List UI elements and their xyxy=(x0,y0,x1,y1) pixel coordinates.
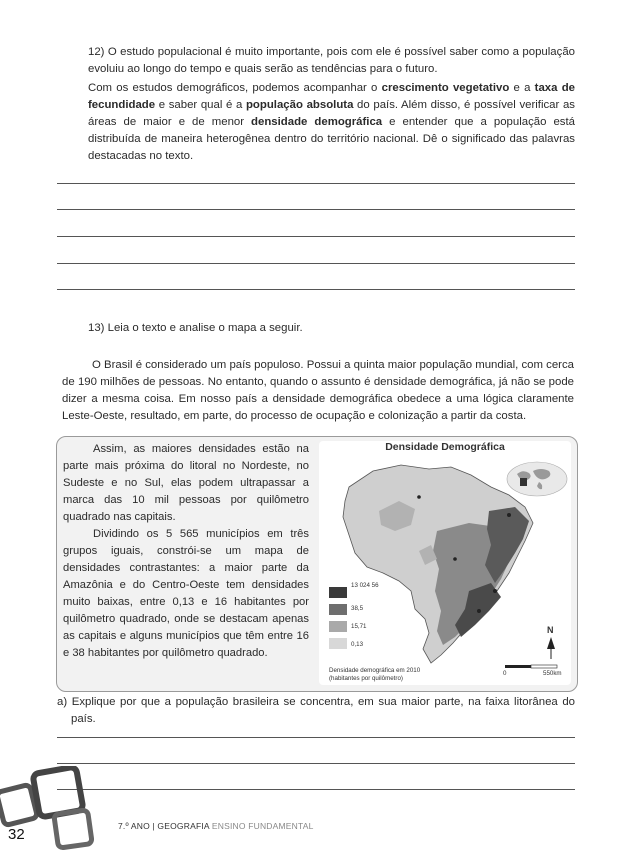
map-caption-line-2: (habitantes por quilômetro) xyxy=(329,675,403,682)
answer-line[interactable] xyxy=(57,763,575,764)
legend-value-2: 38,5 xyxy=(351,605,364,612)
term-populacao-absoluta: população absoluta xyxy=(245,99,354,111)
q13-question-a: a) Explique por que a população brasileira se concentra, em sua maior parte, na faixa litorânea do país. xyxy=(57,696,575,725)
answer-line[interactable] xyxy=(57,789,575,790)
footer-grade: 7.º ANO | GEOGRAFIA xyxy=(118,821,210,831)
term-taxa-de-fecundidade: taxa de fecundidade xyxy=(88,82,575,111)
q12-text: e saber qual é a xyxy=(155,99,246,111)
answer-line[interactable] xyxy=(57,236,575,237)
text-and-map-box xyxy=(56,436,578,692)
answer-line[interactable] xyxy=(57,209,575,210)
q12-text: Com os estudos demográficos, podemos acompanhar o xyxy=(88,82,382,94)
term-densidade-demografica: densidade demográfica xyxy=(251,116,383,128)
box-paragraph-1: Assim, as maiores densidades estão na parte mais próxima do litoral no Nordeste, no Sudeste e no Sul, elas podem ultrapassar a marca das 10 mil pessoas por quilômetro quadrado nas capitais. xyxy=(63,443,309,523)
q12-paragraph-2 xyxy=(88,80,575,165)
scale-label-end: 550km xyxy=(543,670,562,677)
scale-label-start: 0 xyxy=(503,670,507,677)
legend-swatch-3 xyxy=(329,621,347,632)
brazil-map-graphic xyxy=(319,441,571,685)
q12-paragraph-1: 12) O estudo populacional é muito importante, pois com ele é possível saber como a população evoluiu ao longo do tempo e quais serão as tendências para o futuro. xyxy=(88,46,575,75)
box-text xyxy=(63,441,309,662)
legend-value-1: 13 024 56 xyxy=(351,582,379,589)
map-title: Densidade Demográfica xyxy=(385,441,505,453)
scale-bar xyxy=(505,665,557,668)
term-crescimento-vegetativo: crescimento vegetativo xyxy=(381,82,510,94)
box-paragraph-2: Dividindo os 5 565 municípios em três grupos iguais, constrói-se um mapa de densidades contrastantes: a maior parte da Amazônia e do Centro-Oeste tem densidades muito baixas, entre 0,13 e 16 habitantes por quilômetro quadrado, onde se destacam apenas as capitais e alguns municípios que têm entre 16 e 38 habitantes por quilômetro quadrado. xyxy=(63,528,309,659)
legend-swatch-1 xyxy=(329,587,347,598)
page-number: 32 xyxy=(8,826,25,843)
legend-swatch-2 xyxy=(329,604,347,615)
answer-line[interactable] xyxy=(57,183,575,184)
brazil-outline xyxy=(343,465,533,663)
footer-level: ENSINO FUNDAMENTAL xyxy=(211,821,314,831)
answer-line[interactable] xyxy=(57,263,575,264)
q13-prompt: 13) Leia o texto e analise o mapa a seguir. xyxy=(88,322,303,334)
map-caption-line-1: Densidade demográfica em 2010 xyxy=(329,667,421,674)
north-arrow-icon xyxy=(547,637,555,659)
legend-value-4: 0,13 xyxy=(351,641,364,648)
north-label: N xyxy=(547,625,554,635)
q12-text: e entender que a população está distribuída de maneira heterogênea dentro do território nacional. Dê o significado das palavras destacadas no texto. xyxy=(88,116,575,162)
q12-text: e a xyxy=(509,82,535,94)
world-inset-icon xyxy=(507,462,567,496)
answer-line[interactable] xyxy=(57,289,575,290)
density-map xyxy=(319,441,571,685)
legend-swatch-4 xyxy=(329,638,347,649)
legend-value-3: 15,71 xyxy=(351,623,367,630)
answer-line[interactable] xyxy=(57,737,575,738)
q13-intro-text: O Brasil é considerado um país populoso. Possui a quinta maior população mundial, com cerca de 190 milhões de pessoas. No entanto, quando o assunto é densidade demográfica, já não se pode dizer a mesma coisa. Em nosso país a densidade demográfica obedece a uma lógica claramente Leste-Oeste, resultado, em parte, do processo de ocupação e colonização a partir da costa. xyxy=(62,359,574,422)
footer xyxy=(118,821,314,831)
q12-text: do país. Além disso, é possível verificar as áreas de maior e de menor xyxy=(88,99,575,128)
